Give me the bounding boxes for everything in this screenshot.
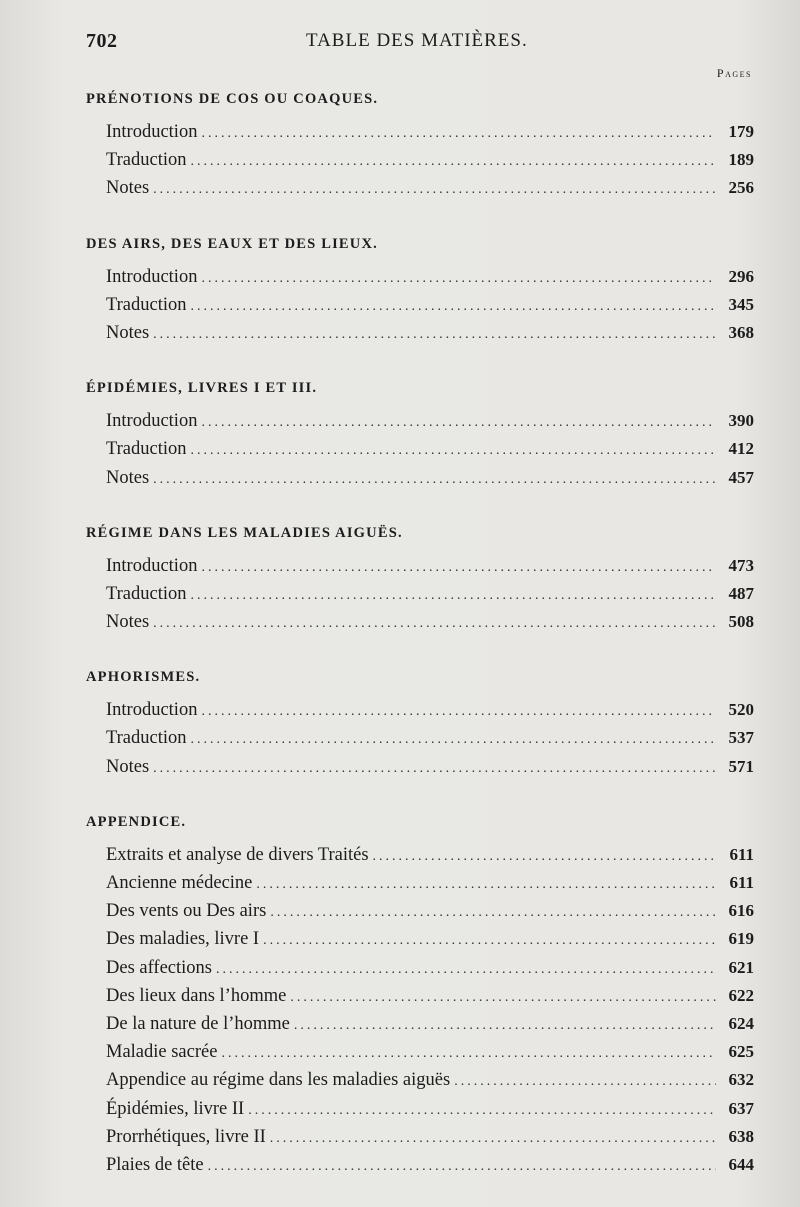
dot-leader <box>221 1040 716 1068</box>
toc-entry <box>86 608 754 636</box>
dot-leader <box>208 1153 716 1181</box>
entry-page-number: 616 <box>728 901 754 921</box>
entry-label: Introduction <box>106 411 198 432</box>
entry-page-number: 457 <box>728 467 754 487</box>
section-gap <box>86 347 754 377</box>
page-header <box>86 26 760 56</box>
toc-entry <box>86 118 754 146</box>
entry-page-number: 390 <box>728 411 754 431</box>
toc-entry <box>86 435 754 463</box>
entry-page-number: 619 <box>728 929 754 949</box>
toc-entry <box>86 1095 754 1123</box>
dot-leader <box>191 148 716 176</box>
section-title: DES AIRS, DES EAUX ET DES LIEUX. <box>86 235 378 252</box>
entry-label: Notes <box>106 467 150 488</box>
section-gap <box>86 636 754 666</box>
entry-page-number: 189 <box>728 150 754 170</box>
dot-leader <box>454 1068 716 1096</box>
entry-label: Prorrhétiques, livre II <box>106 1126 266 1147</box>
toc-entry <box>86 407 754 435</box>
entry-page-number: 637 <box>728 1098 754 1118</box>
entry-label: Extraits et analyse de divers Traités <box>106 844 369 865</box>
toc-entry <box>86 869 754 897</box>
entry-page-number: 638 <box>728 1126 754 1146</box>
toc-entry <box>86 724 754 752</box>
toc-entry <box>86 464 754 492</box>
section-title: APPENDICE. <box>86 813 187 830</box>
entry-page-number: 487 <box>728 583 754 603</box>
entry-page-number: 537 <box>728 728 754 748</box>
entry-label: Introduction <box>106 266 198 287</box>
entry-label: Traduction <box>106 150 187 171</box>
toc-entry <box>86 696 754 724</box>
entry-page-number: 412 <box>728 439 754 459</box>
entry-page-number: 345 <box>728 294 754 314</box>
entry-label: Notes <box>106 322 150 343</box>
toc-section <box>86 666 754 781</box>
section-gap <box>86 781 754 811</box>
entry-page-number: 622 <box>728 985 754 1005</box>
entry-page-number: 256 <box>728 178 754 198</box>
entry-page-number: 624 <box>728 1013 754 1033</box>
entry-page-number: 520 <box>728 700 754 720</box>
table-of-contents <box>86 88 754 1179</box>
dot-leader <box>270 1125 716 1153</box>
toc-entry <box>86 1123 754 1151</box>
dot-leader <box>191 726 716 754</box>
entry-label: Traduction <box>106 728 187 749</box>
toc-section <box>86 88 754 203</box>
dot-leader <box>153 321 716 349</box>
entry-label: Maladie sacrée <box>106 1042 218 1063</box>
toc-section <box>86 522 754 637</box>
dot-leader <box>290 984 716 1012</box>
entry-page-number: 632 <box>728 1070 754 1090</box>
toc-entry <box>86 1066 754 1094</box>
dot-leader <box>153 176 716 204</box>
entry-label: De la nature de l’homme <box>106 1013 290 1034</box>
toc-entry <box>86 1010 754 1038</box>
entry-page-number: 296 <box>728 266 754 286</box>
entry-label: Appendice au régime dans les maladies aiguës <box>106 1070 451 1091</box>
section-gap <box>86 492 754 522</box>
dot-leader <box>270 899 716 927</box>
toc-entry <box>86 954 754 982</box>
toc-entry <box>86 925 754 953</box>
toc-section <box>86 233 754 348</box>
entry-label: Introduction <box>106 700 198 721</box>
dot-leader <box>153 755 716 783</box>
section-title: PRÉNOTIONS DE COS OU COAQUES. <box>86 91 379 107</box>
dot-leader <box>248 1097 716 1125</box>
section-title: APHORISMES. <box>86 669 201 686</box>
dot-leader <box>191 437 716 465</box>
entry-label: Introduction <box>106 555 198 576</box>
toc-entry <box>86 580 754 608</box>
running-title: TABLE DES MATIÈRES. <box>306 30 528 51</box>
entry-label: Ancienne médecine <box>106 873 253 893</box>
toc-entry <box>86 841 754 869</box>
toc-entry <box>86 319 754 347</box>
entry-page-number: 625 <box>728 1042 754 1062</box>
section-title: RÉGIME DANS LES MALADIES AIGUËS. <box>86 524 403 541</box>
entry-page-number: 621 <box>728 957 754 977</box>
toc-section <box>86 377 754 492</box>
dot-leader <box>191 293 716 321</box>
entry-page-number: 571 <box>728 756 754 776</box>
entry-label: Notes <box>106 612 150 633</box>
entry-label: Épidémies, livre II <box>106 1098 245 1119</box>
toc-entry <box>86 174 754 202</box>
entry-page-number: 473 <box>728 555 754 575</box>
entry-label: Des vents ou Des airs <box>106 901 267 922</box>
dot-leader <box>153 610 716 638</box>
entry-page-number: 611 <box>729 844 754 864</box>
entry-label: Traduction <box>106 439 187 460</box>
dot-leader <box>256 871 716 899</box>
entry-label: Traduction <box>106 583 187 604</box>
entry-page-number: 611 <box>729 873 754 892</box>
dot-leader <box>294 1012 716 1040</box>
pages-column-label: Pages <box>716 66 752 80</box>
toc-entry <box>86 982 754 1010</box>
dot-leader <box>201 698 716 726</box>
dot-leader <box>201 554 716 582</box>
page-number: 702 <box>86 30 118 52</box>
entry-label: Des maladies, livre I <box>106 929 260 950</box>
entry-page-number: 179 <box>728 122 754 141</box>
toc-entry <box>86 291 754 319</box>
dot-leader <box>216 956 716 984</box>
entry-label: Des lieux dans l’homme <box>106 985 287 1006</box>
toc-entry <box>86 753 754 781</box>
section-gap <box>86 203 754 233</box>
toc-entry <box>86 1151 754 1179</box>
dot-leader <box>191 582 716 610</box>
toc-entry <box>86 146 754 174</box>
dot-leader <box>201 120 716 148</box>
entry-page-number: 644 <box>728 1154 754 1174</box>
entry-page-number: 508 <box>728 612 754 632</box>
dot-leader <box>263 927 716 955</box>
toc-entry <box>86 1038 754 1066</box>
toc-entry <box>86 897 754 925</box>
toc-section <box>86 811 754 1179</box>
entry-label: Introduction <box>106 122 198 142</box>
section-title: ÉPIDÉMIES, LIVRES I ET III. <box>86 380 318 397</box>
dot-leader <box>153 466 716 494</box>
toc-entry <box>86 552 754 580</box>
toc-entry <box>86 263 754 291</box>
dot-leader <box>201 409 716 437</box>
entry-label: Des affections <box>106 957 212 978</box>
dot-leader <box>373 843 716 871</box>
entry-page-number: 368 <box>728 322 754 342</box>
entry-label: Plaies de tête <box>106 1154 204 1175</box>
entry-label: Notes <box>106 178 150 199</box>
entry-label: Traduction <box>106 294 187 315</box>
dot-leader <box>201 265 716 293</box>
entry-label: Notes <box>106 756 150 777</box>
